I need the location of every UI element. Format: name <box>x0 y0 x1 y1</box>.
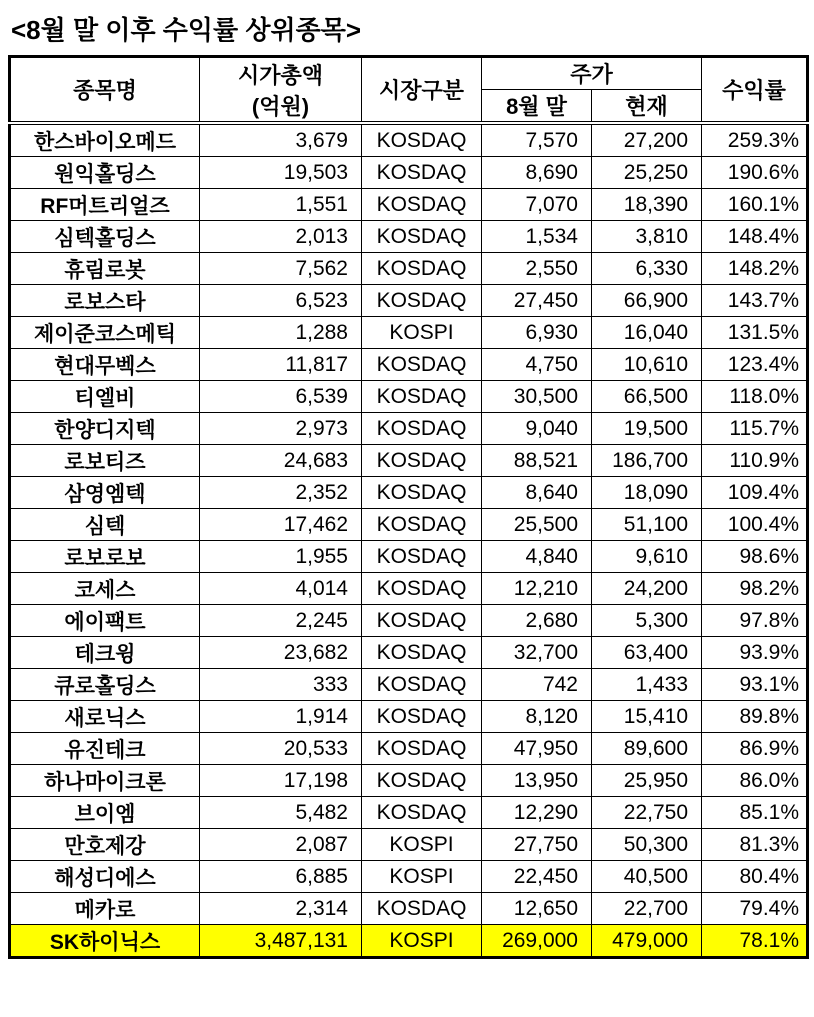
stock-name-cell: SK하이닉스 <box>10 925 200 958</box>
market-type-cell: KOSDAQ <box>362 669 482 701</box>
market-type-cell: KOSDAQ <box>362 541 482 573</box>
price-now-cell: 22,700 <box>592 893 702 925</box>
stock-name-cell: 심텍 <box>10 509 200 541</box>
return-cell: 123.4% <box>702 349 808 381</box>
table-header <box>10 57 808 124</box>
market-type-cell: KOSDAQ <box>362 797 482 829</box>
price-aug-cell: 8,640 <box>482 477 592 509</box>
return-cell: 78.1% <box>702 925 808 958</box>
table-row <box>10 477 808 509</box>
price-aug-cell: 12,290 <box>482 797 592 829</box>
table-row <box>10 349 808 381</box>
table-row <box>10 893 808 925</box>
market-cap-cell: 6,539 <box>200 381 362 413</box>
return-cell: 109.4% <box>702 477 808 509</box>
market-type-cell: KOSPI <box>362 317 482 349</box>
table-row <box>10 317 808 349</box>
market-type-cell: KOSDAQ <box>362 349 482 381</box>
price-now-cell: 186,700 <box>592 445 702 477</box>
market-type-cell: KOSDAQ <box>362 157 482 189</box>
stock-name-cell: 한양디지텍 <box>10 413 200 445</box>
return-cell: 259.3% <box>702 123 808 157</box>
stock-name-cell: 코세스 <box>10 573 200 605</box>
table-row <box>10 829 808 861</box>
return-cell: 93.9% <box>702 637 808 669</box>
return-cell: 93.1% <box>702 669 808 701</box>
price-aug-cell: 27,450 <box>482 285 592 317</box>
stock-name-cell: 테크윙 <box>10 637 200 669</box>
price-aug-cell: 742 <box>482 669 592 701</box>
price-aug-cell: 9,040 <box>482 413 592 445</box>
market-cap-cell: 1,914 <box>200 701 362 733</box>
market-type-cell: KOSDAQ <box>362 221 482 253</box>
return-cell: 148.4% <box>702 221 808 253</box>
market-cap-cell: 23,682 <box>200 637 362 669</box>
table-row <box>10 637 808 669</box>
price-now-cell: 19,500 <box>592 413 702 445</box>
return-cell: 115.7% <box>702 413 808 445</box>
table-row <box>10 123 808 157</box>
market-cap-cell: 2,013 <box>200 221 362 253</box>
market-cap-cell: 1,288 <box>200 317 362 349</box>
price-now-cell: 50,300 <box>592 829 702 861</box>
page-title: <8월 말 이후 수익률 상위종목> <box>11 15 361 45</box>
return-cell: 110.9% <box>702 445 808 477</box>
stock-name-cell: 로보스타 <box>10 285 200 317</box>
table-row <box>10 573 808 605</box>
price-now-cell: 63,400 <box>592 637 702 669</box>
table-row <box>10 925 808 958</box>
market-type-cell: KOSDAQ <box>362 765 482 797</box>
return-cell: 98.2% <box>702 573 808 605</box>
table-row <box>10 221 808 253</box>
market-type-cell: KOSDAQ <box>362 123 482 157</box>
market-cap-cell: 17,198 <box>200 765 362 797</box>
stock-name-cell: 브이엠 <box>10 797 200 829</box>
market-type-cell: KOSPI <box>362 925 482 958</box>
price-aug-cell: 22,450 <box>482 861 592 893</box>
return-cell: 81.3% <box>702 829 808 861</box>
market-cap-cell: 11,817 <box>200 349 362 381</box>
market-cap-cell: 17,462 <box>200 509 362 541</box>
stock-name-cell: 새로닉스 <box>10 701 200 733</box>
table-row <box>10 733 808 765</box>
header-return: 수익률 <box>702 57 808 124</box>
price-now-cell: 25,250 <box>592 157 702 189</box>
stock-name-cell: 현대무벡스 <box>10 349 200 381</box>
stock-name-cell: 하나마이크론 <box>10 765 200 797</box>
header-row-top <box>10 57 808 90</box>
header-price-now: 현재 <box>592 90 702 124</box>
return-cell: 100.4% <box>702 509 808 541</box>
price-now-cell: 3,810 <box>592 221 702 253</box>
table-row <box>10 157 808 189</box>
table-body <box>10 123 808 958</box>
table-row <box>10 669 808 701</box>
market-type-cell: KOSPI <box>362 861 482 893</box>
stock-name-cell: 삼영엠텍 <box>10 477 200 509</box>
return-cell: 131.5% <box>702 317 808 349</box>
stock-name-cell: RF머트리얼즈 <box>10 189 200 221</box>
header-market-type: 시장구분 <box>362 57 482 124</box>
header-price-aug: 8월 말 <box>482 90 592 124</box>
market-cap-cell: 1,551 <box>200 189 362 221</box>
market-cap-cell: 7,562 <box>200 253 362 285</box>
table-row <box>10 701 808 733</box>
stock-name-cell: 유진테크 <box>10 733 200 765</box>
price-now-cell: 27,200 <box>592 123 702 157</box>
return-cell: 190.6% <box>702 157 808 189</box>
return-cell: 97.8% <box>702 605 808 637</box>
return-cell: 89.8% <box>702 701 808 733</box>
price-aug-cell: 32,700 <box>482 637 592 669</box>
price-now-cell: 15,410 <box>592 701 702 733</box>
price-aug-cell: 6,930 <box>482 317 592 349</box>
price-now-cell: 18,090 <box>592 477 702 509</box>
stock-name-cell: 티엘비 <box>10 381 200 413</box>
return-cell: 86.0% <box>702 765 808 797</box>
price-aug-cell: 7,070 <box>482 189 592 221</box>
market-type-cell: KOSDAQ <box>362 413 482 445</box>
table-row <box>10 797 808 829</box>
market-cap-cell: 2,314 <box>200 893 362 925</box>
stock-name-cell: 로보티즈 <box>10 445 200 477</box>
return-cell: 79.4% <box>702 893 808 925</box>
price-aug-cell: 1,534 <box>482 221 592 253</box>
market-type-cell: KOSDAQ <box>362 477 482 509</box>
table-row <box>10 381 808 413</box>
table-row <box>10 253 808 285</box>
stock-name-cell: 만호제강 <box>10 829 200 861</box>
price-now-cell: 5,300 <box>592 605 702 637</box>
price-now-cell: 66,900 <box>592 285 702 317</box>
market-cap-cell: 3,487,131 <box>200 925 362 958</box>
market-type-cell: KOSDAQ <box>362 253 482 285</box>
market-cap-cell: 19,503 <box>200 157 362 189</box>
market-type-cell: KOSDAQ <box>362 381 482 413</box>
stock-name-cell: 제이준코스메틱 <box>10 317 200 349</box>
market-cap-cell: 24,683 <box>200 445 362 477</box>
header-stock-name: 종목명 <box>10 57 200 124</box>
market-cap-cell: 2,973 <box>200 413 362 445</box>
return-cell: 118.0% <box>702 381 808 413</box>
market-cap-cell: 3,679 <box>200 123 362 157</box>
price-now-cell: 89,600 <box>592 733 702 765</box>
price-now-cell: 1,433 <box>592 669 702 701</box>
price-now-cell: 18,390 <box>592 189 702 221</box>
header-market-cap <box>200 57 362 124</box>
price-now-cell: 51,100 <box>592 509 702 541</box>
market-type-cell: KOSDAQ <box>362 893 482 925</box>
market-type-cell: KOSDAQ <box>362 701 482 733</box>
price-aug-cell: 12,650 <box>482 893 592 925</box>
return-cell: 148.2% <box>702 253 808 285</box>
price-now-cell: 25,950 <box>592 765 702 797</box>
price-aug-cell: 88,521 <box>482 445 592 477</box>
price-aug-cell: 4,840 <box>482 541 592 573</box>
market-cap-cell: 2,245 <box>200 605 362 637</box>
market-type-cell: KOSDAQ <box>362 637 482 669</box>
price-aug-cell: 13,950 <box>482 765 592 797</box>
price-aug-cell: 7,570 <box>482 123 592 157</box>
market-type-cell: KOSDAQ <box>362 733 482 765</box>
price-now-cell: 66,500 <box>592 381 702 413</box>
market-type-cell: KOSDAQ <box>362 285 482 317</box>
market-cap-cell: 6,885 <box>200 861 362 893</box>
market-cap-cell: 1,955 <box>200 541 362 573</box>
market-type-cell: KOSDAQ <box>362 573 482 605</box>
header-market-cap-line2: (억원) <box>251 93 310 119</box>
price-aug-cell: 25,500 <box>482 509 592 541</box>
price-aug-cell: 8,120 <box>482 701 592 733</box>
stock-name-cell: 에이팩트 <box>10 605 200 637</box>
market-cap-cell: 4,014 <box>200 573 362 605</box>
market-type-cell: KOSPI <box>362 829 482 861</box>
price-now-cell: 10,610 <box>592 349 702 381</box>
return-cell: 80.4% <box>702 861 808 893</box>
market-type-cell: KOSDAQ <box>362 605 482 637</box>
market-cap-cell: 5,482 <box>200 797 362 829</box>
price-aug-cell: 12,210 <box>482 573 592 605</box>
return-cell: 86.9% <box>702 733 808 765</box>
table-row <box>10 189 808 221</box>
table-row <box>10 861 808 893</box>
table-row <box>10 765 808 797</box>
stock-name-cell: 로보로보 <box>10 541 200 573</box>
table-row <box>10 509 808 541</box>
return-cell: 85.1% <box>702 797 808 829</box>
market-type-cell: KOSDAQ <box>362 509 482 541</box>
price-now-cell: 9,610 <box>592 541 702 573</box>
market-cap-cell: 2,087 <box>200 829 362 861</box>
stock-name-cell: 한스바이오메드 <box>10 123 200 157</box>
return-cell: 143.7% <box>702 285 808 317</box>
market-type-cell: KOSDAQ <box>362 445 482 477</box>
market-cap-cell: 6,523 <box>200 285 362 317</box>
price-aug-cell: 30,500 <box>482 381 592 413</box>
stock-name-cell: 큐로홀딩스 <box>10 669 200 701</box>
stock-name-cell: 원익홀딩스 <box>10 157 200 189</box>
table-row <box>10 413 808 445</box>
price-aug-cell: 8,690 <box>482 157 592 189</box>
return-cell: 98.6% <box>702 541 808 573</box>
price-now-cell: 16,040 <box>592 317 702 349</box>
price-now-cell: 479,000 <box>592 925 702 958</box>
top-return-stocks-table <box>8 55 809 959</box>
header-market-cap-line1: 시가총액 <box>237 62 323 88</box>
market-cap-cell: 2,352 <box>200 477 362 509</box>
price-now-cell: 6,330 <box>592 253 702 285</box>
price-aug-cell: 4,750 <box>482 349 592 381</box>
table-row <box>10 285 808 317</box>
table-row <box>10 445 808 477</box>
stock-name-cell: 휴림로봇 <box>10 253 200 285</box>
price-now-cell: 22,750 <box>592 797 702 829</box>
table-row <box>10 541 808 573</box>
stock-name-cell: 메카로 <box>10 893 200 925</box>
header-price-group: 주가 <box>482 57 702 90</box>
table-row <box>10 605 808 637</box>
price-now-cell: 40,500 <box>592 861 702 893</box>
stock-name-cell: 해성디에스 <box>10 861 200 893</box>
market-cap-cell: 20,533 <box>200 733 362 765</box>
market-cap-cell: 333 <box>200 669 362 701</box>
price-now-cell: 24,200 <box>592 573 702 605</box>
market-type-cell: KOSDAQ <box>362 189 482 221</box>
return-cell: 160.1% <box>702 189 808 221</box>
price-aug-cell: 27,750 <box>482 829 592 861</box>
price-aug-cell: 2,550 <box>482 253 592 285</box>
price-aug-cell: 2,680 <box>482 605 592 637</box>
price-aug-cell: 47,950 <box>482 733 592 765</box>
price-aug-cell: 269,000 <box>482 925 592 958</box>
stock-name-cell: 심텍홀딩스 <box>10 221 200 253</box>
